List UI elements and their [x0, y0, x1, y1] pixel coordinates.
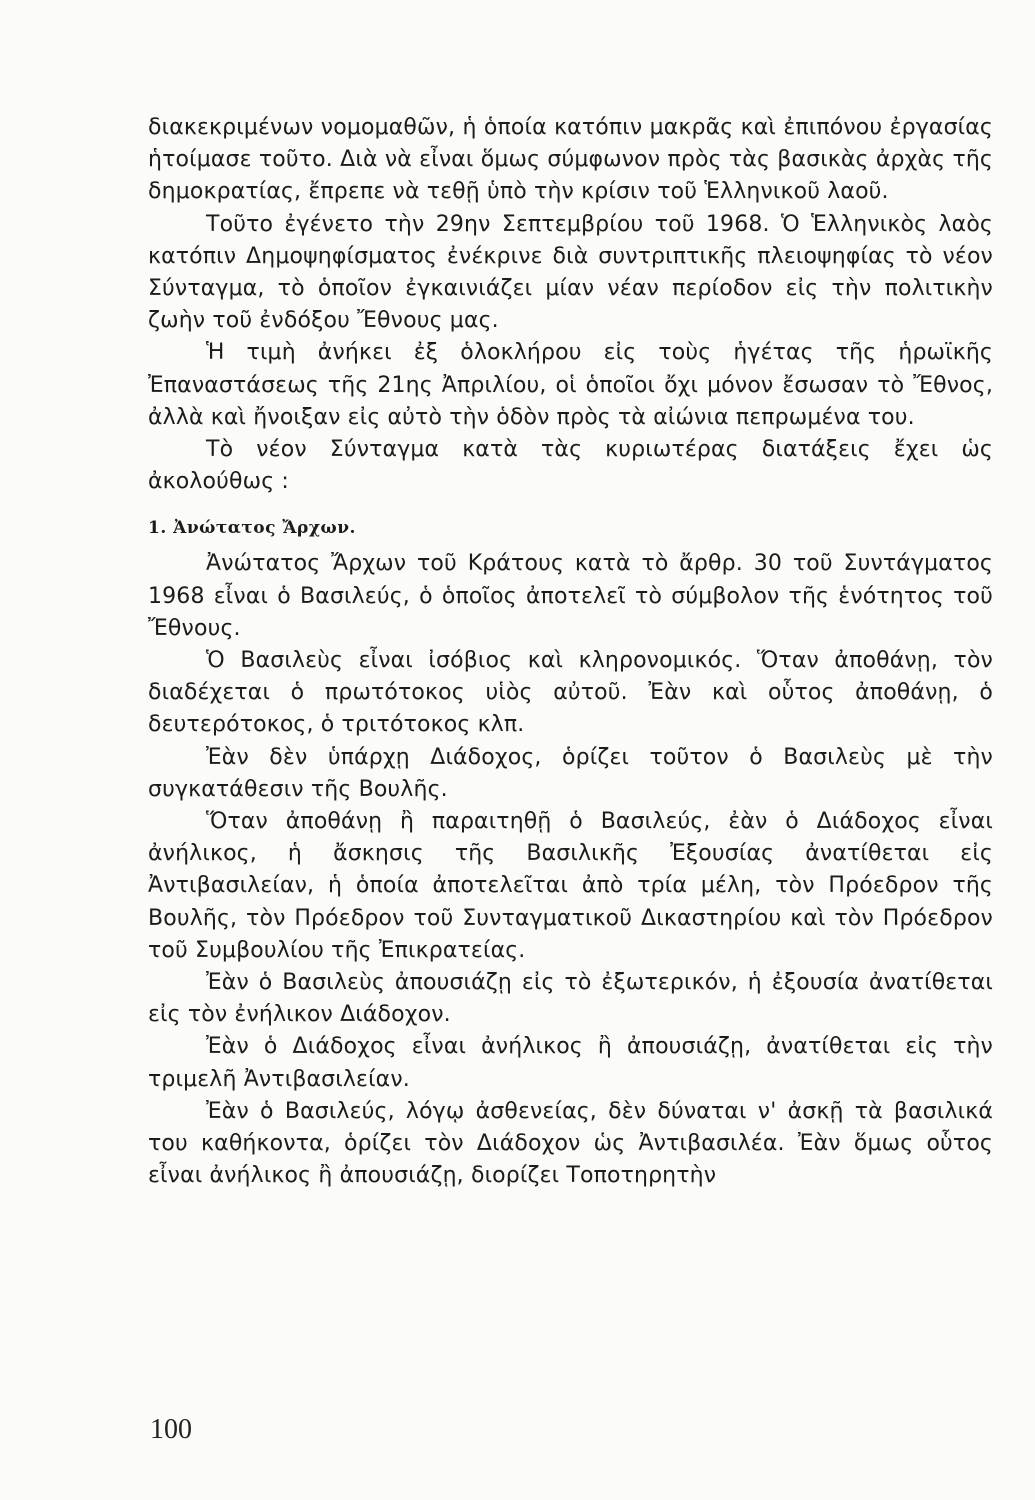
section-paragraph-2: Ὁ Βασιλεὺς εἶναι ἰσόβιος καὶ κληρονομικός. Ὅταν ἀποθάνῃ, τὸν διαδέχεται ὁ πρωτότοκος υἱὸς αὐτοῦ. Ἐὰν καὶ οὗτος ἀποθάνῃ, ὁ δευτερότοκος, ὁ τριτότοκος κλπ.: [148, 648, 993, 738]
section-paragraph-3: Ἐὰν δὲν ὑπάρχῃ Διάδοχος, ὁρίζει τοῦτον ὁ Βασιλεὺς μὲ τὴν συγκατάθεσιν τῆς Βουλῆς.: [148, 744, 993, 802]
paragraph-3: Ἡ τιμὴ ἀνήκει ἐξ ὁλοκλήρου εἰς τοὺς ἡγέτας τῆς ἡρωϊκῆς Ἐπαναστάσεως τῆς 21ης Ἀπριλίου, οἱ ὁποῖοι ὄχι μόνον ἔσωσαν τὸ Ἔθνος, ἀλλὰ καὶ ἤνοιξαν εἰς αὐτὸ τὴν ὁδὸν πρὸς τὰ αἰώνια πεπρωμένα του.: [148, 340, 993, 430]
section-paragraph-1: Ἀνώτατος Ἄρχων τοῦ Κράτους κατὰ τὸ ἄρθρ. 30 τοῦ Συντάγματος 1968 εἶναι ὁ Βασιλεύς, ὁ ὁποῖος ἀποτελεῖ τὸ σύμβολον τῆς ἑνότητος τοῦ Ἔθνους.: [148, 551, 993, 641]
section-paragraph-5: Ἐὰν ὁ Βασιλεὺς ἀπουσιάζῃ εἰς τὸ ἐξωτερικόν, ἡ ἐξουσία ἀνατίθεται εἰς τὸν ἐνήλικον Διάδοχον.: [148, 970, 993, 1028]
paragraph-4: Τὸ νέον Σύνταγμα κατὰ τὰς κυριωτέρας διατάξεις ἔχει ὡς ἀκολούθως :: [148, 437, 993, 495]
section-paragraph-4: Ὅταν ἀποθάνῃ ἢ παραιτηθῇ ὁ Βασιλεύς, ἐὰν ὁ Διάδοχος εἶναι ἀνήλικος, ἡ ἄσκησις τῆς Βασιλικῆς Ἐξουσίας ἀνατίθεται εἰς Ἀντιβασιλείαν, ἡ ὁποία ἀποτελεῖται ἀπὸ τρία μέλη, τὸν Πρόεδρον τῆς Βουλῆς, τὸν Πρόεδρον τοῦ Συνταγματικοῦ Δικαστηρίου καὶ τὸν Πρόεδρον τοῦ Συμβουλίου τῆς Ἐπικρατείας.: [148, 809, 993, 963]
section-paragraph-6: Ἐὰν ὁ Διάδοχος εἶναι ἀνήλικος ἢ ἀπουσιάζῃ, ἀνατίθεται εἰς τὴν τριμελῆ Ἀντιβασιλείαν.: [148, 1034, 993, 1092]
paragraph-2: Τοῦτο ἐγένετο τὴν 29ην Σεπτεμβρίου τοῦ 1968. Ὁ Ἑλληνικὸς λαὸς κατόπιν Δημοψηφίσματος ἐνέκρινε διὰ συντριπτικῆς πλειοψηφίας τὸ νέον Σύνταγμα, τὸ ὁποῖον ἐγκαινιάζει μίαν νέαν περίοδον εἰς τὴν πολιτικὴν ζωὴν τοῦ ἐνδόξου Ἔθνους μας.: [148, 211, 993, 334]
section-heading: 1. Ἀνώτατος Ἄρχων.: [148, 518, 356, 539]
page-number: 100: [150, 1414, 192, 1445]
paragraph-1: διακεκριμένων νομομαθῶν, ἡ ὁποία κατόπιν μακρᾶς καὶ ἐπιπόνου ἐργασίας ἡτοίμασε τοῦτο. Διὰ νὰ εἶναι ὅμως σύμφωνον πρὸς τὰς βασικὰς ἀρχὰς τῆς δημοκρατίας, ἔπρεπε νὰ τεθῇ ὑπὸ τὴν κρίσιν τοῦ Ἑλληνικοῦ λαοῦ.: [148, 115, 993, 205]
page-body: [148, 112, 993, 1193]
section-paragraph-7: Ἐὰν ὁ Βασιλεύς, λόγῳ ἀσθενείας, δὲν δύναται ν' ἀσκῇ τὰ βασιλικά του καθήκοντα, ὁρίζει τὸν Διάδοχον ὡς Ἀντιβασιλέα. Ἐὰν ὅμως οὗτος εἶναι ἀνήλικος ἢ ἀπουσιάζῃ, διορίζει Τοποτηρητὴν: [148, 1098, 993, 1189]
